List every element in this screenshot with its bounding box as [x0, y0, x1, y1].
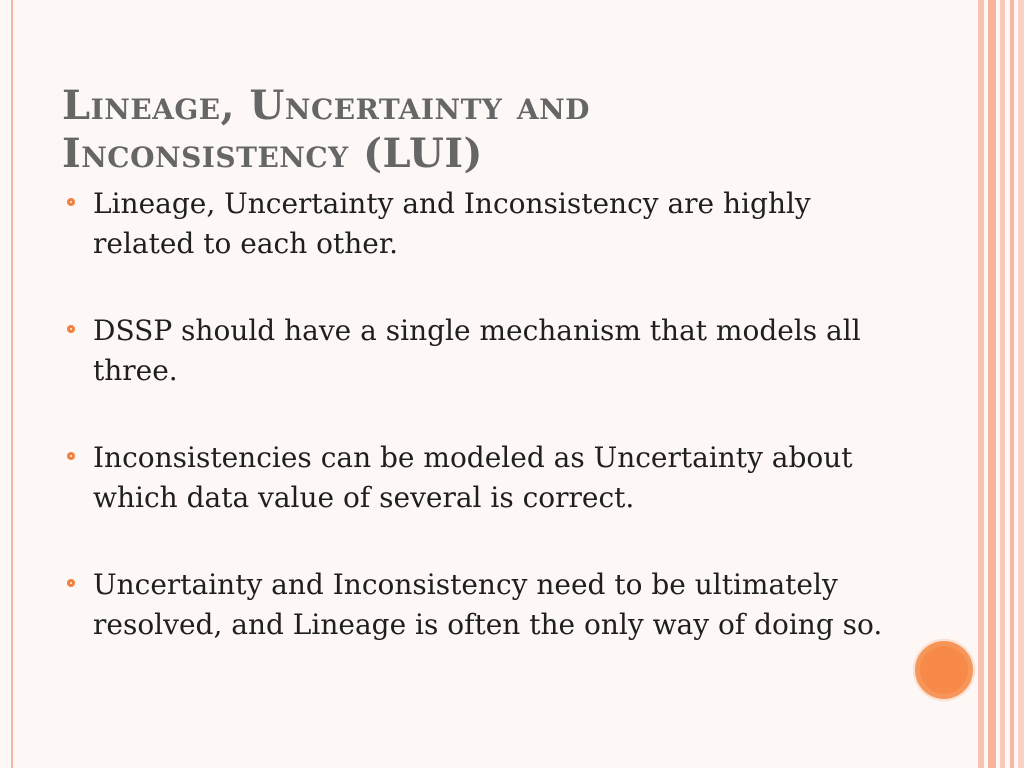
bullet-text: DSSP should have a single mechanism that models all three.	[93, 314, 861, 387]
right-decorative-stripe	[988, 0, 996, 768]
slide-title-line: Lineage, Uncertainty and	[62, 81, 590, 129]
orange-circle-icon	[913, 639, 975, 701]
right-decorative-stripe	[1010, 0, 1014, 768]
orange-ring-bullet-icon	[67, 452, 75, 460]
bullet-item	[62, 311, 902, 391]
bullet-text: Uncertainty and Inconsistency need to be ultimately resolved, and Lineage is often the only way of doing so.	[93, 568, 883, 641]
bullet-item	[62, 438, 902, 518]
slide-title-line: Inconsistency (LUI)	[62, 129, 483, 177]
orange-ring-bullet-icon	[67, 325, 75, 333]
bullet-text: Lineage, Uncertainty and Inconsistency are highly related to each other.	[93, 187, 811, 260]
bullet-text: Inconsistencies can be modeled as Uncertainty about which data value of several is correct.	[93, 441, 853, 514]
right-decorative-stripe	[978, 0, 984, 768]
bullet-list	[62, 184, 902, 692]
bullet-item	[62, 565, 902, 645]
bullet-item	[62, 184, 902, 264]
right-decorative-stripe	[1018, 0, 1024, 768]
right-decorative-stripe	[1000, 0, 1005, 768]
orange-ring-bullet-icon	[67, 198, 75, 206]
slide-title	[62, 82, 922, 178]
left-decorative-rule	[11, 0, 13, 768]
orange-ring-bullet-icon	[67, 579, 75, 587]
